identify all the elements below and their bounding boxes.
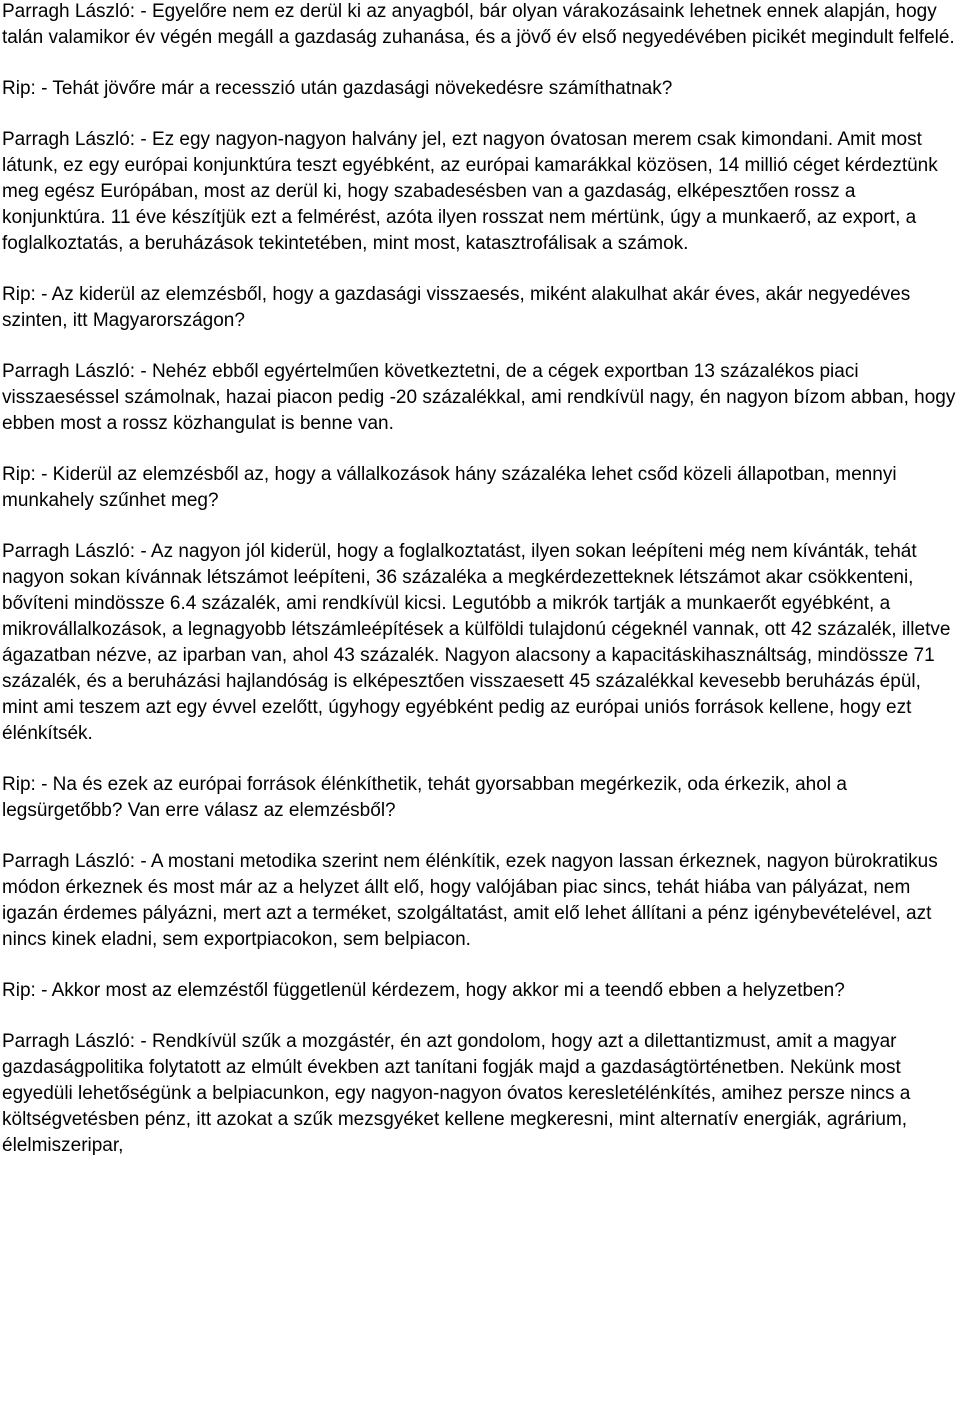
paragraph-6: Rip: - Kiderül az elemzésből az, hogy a vállalkozások hány százaléka lehet csőd közeli állapotban, mennyi munkahely szűnhet meg?: [2, 464, 897, 511]
paragraph-1: Parragh László: - Egyelőre nem ez derül ki az anyagból, bár olyan várakozásaink lehetnek ennek alapján, hogy talán valamikor év végén megáll a gazdaság zuhanása, és a jövő év első negyedévében picikét megindult felfelé.: [2, 1, 955, 48]
paragraph-4: Rip: - Az kiderül az elemzésből, hogy a gazdasági visszaesés, miként alakulhat akár éves, akár negyedéves szinten, itt Magyarországon?: [2, 284, 911, 331]
paragraph-10: Rip: - Akkor most az elemzéstől függetlenül kérdezem, hogy akkor mi a teendő ebben a helyzetben?: [2, 980, 845, 1001]
paragraph-5: Parragh László: - Nehéz ebből egyértelműen következtetni, de a cégek exportban 13 százalékos piaci visszaeséssel számolnak, hazai piacon pedig -20 százalékkal, ami rendkívül nagy, én nagyon bízom abban, hogy ebben most a rossz közhangulat is benne van.: [2, 361, 956, 434]
paragraph-7: Parragh László: - Az nagyon jól kiderül, hogy a foglalkoztatást, ilyen sokan leépíteni még nem kívánták, tehát nagyon sokan kívánnak létszámot leépíteni, 36 százaléka a megkérdezetteknek létszámot akar csökkenteni, bővíteni mindössze 6.4 százalék, ami rendkívül kicsi. Legutóbb a mikrók tartják a munkaerőt egyébként, a mikrovállalkozások, a legnagyobb létszámleépítések a külföldi tulajdonú cégeknél vannak, ott 42 százalék, illetve ágazatban nézve, az iparban van, ahol 43 százalék. Nagyon alacsony a kapacitáskihasználtság, mindössze 71 százalék, és a beruházási hajlandóság is elképesztően visszaesett 45 százalékkal kevesebb beruházás épül, mint ami teszem azt egy évvel ezelőtt, úgyhogy egyébként pedig az európai uniós források kellene, hogy ezt élénkítsék.: [2, 541, 951, 744]
paragraph-11: Parragh László: - Rendkívül szűk a mozgástér, én azt gondolom, hogy azt a dilettantizmust, amit a magyar gazdaságpolitika folytatott az elmúlt években azt tanítani fogják majd a gazdaságtörténetben. Nekünk most egyedüli lehetőségünk a belpiacunkon, egy nagyon-nagyon óvatos keresletélénkítés, amihez persze nincs a költségvetésben pénz, itt azokat a szűk mezsgyéket kellene megkeresni, mint alternatív energiák, agrárium, élelmiszeripar,: [2, 1031, 911, 1156]
paragraph-9: Parragh László: - A mostani metodika szerint nem élénkítik, ezek nagyon lassan érkeznek, nagyon bürokratikus módon érkeznek és most már az a helyzet állt elő, hogy valójában piac sincs, tehát hiába van pályázat, nem igazán érdemes pályázni, mert azt a terméket, szolgáltatást, amit elő lehet állítani a pénz igénybevételével, azt nincs kinek eladni, sem exportpiacokon, sem belpiacon.: [2, 851, 938, 950]
paragraph-3: Parragh László: - Ez egy nagyon-nagyon halvány jel, ezt nagyon óvatosan merem csak kimondani. Amit most látunk, ez egy európai konjunktúra teszt egyébként, az európai kamarákkal közösen, 14 millió céget kérdeztünk meg egész Európában, most az derül ki, hogy szabadesésben van a gazdaság, elképesztően rossz a konjunktúra. 11 éve készítjük ezt a felmérést, azóta ilyen rosszat nem mértünk, úgy a munkaerő, az export, a foglalkoztatás, a beruházások tekintetében, mint most, katasztrofálisak a számok.: [2, 129, 938, 254]
paragraph-8: Rip: - Na és ezek az európai források élénkíthetik, tehát gyorsabban megérkezik, oda érkezik, ahol a legsürgetőbb? Van erre válasz az elemzésből?: [2, 774, 847, 821]
paragraph-2: Rip: - Tehát jövőre már a recesszió után gazdasági növekedésre számíthatnak?: [2, 78, 673, 99]
